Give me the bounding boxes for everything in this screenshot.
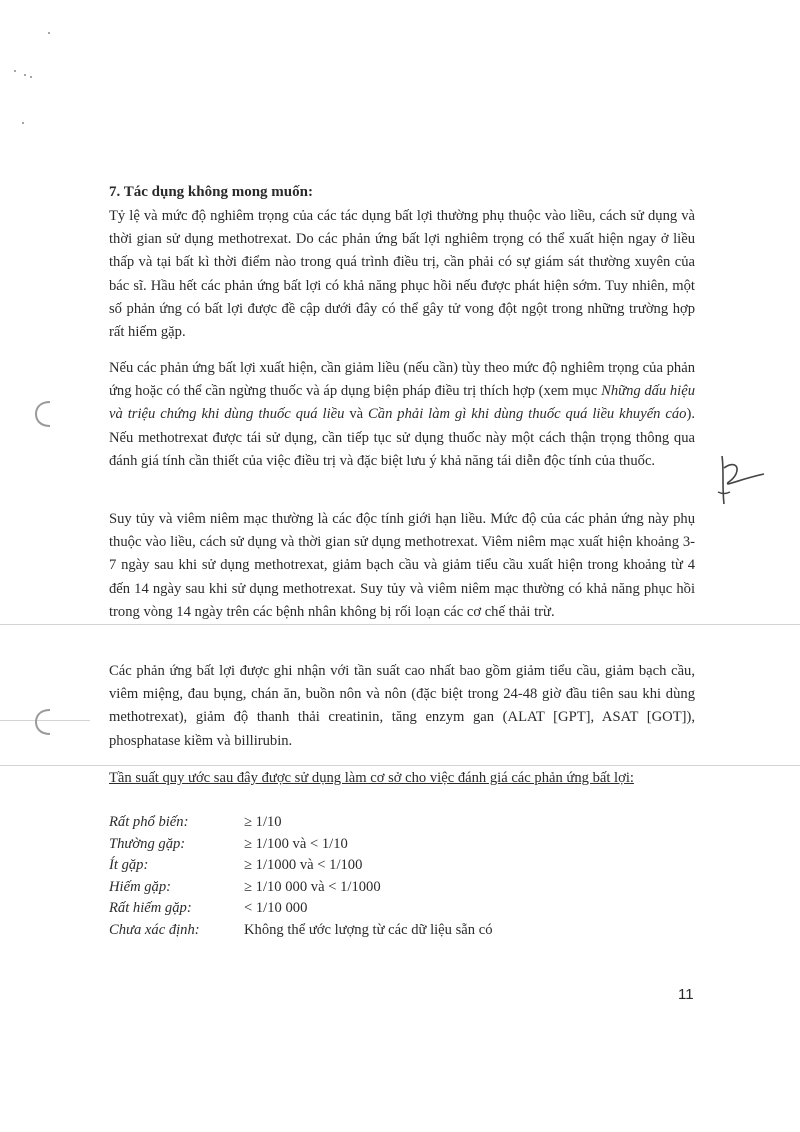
scan-speck xyxy=(22,122,24,124)
paragraph-myelosuppression: Suy tủy và viêm niêm mạc thường là các độc tính giới hạn liều. Mức độ của các phản ứng này phụ thuộc vào liều, cách sử dụng và thời gian sử dụng methotrexat. Viêm niêm mạc xuất hiện khoảng 3-7 ngày sau khi sử dụng methotrexat, giảm bạch cầu và giảm tiểu cầu xuất hiện trong khoảng từ 4 đến 14 ngày sau khi sử dụng methotrexat. Suy tủy và viêm niêm mạc thường có khả năng phục hồi trong vòng 14 ngày trên các bệnh nhân không bị rối loạn các cơ chế thải trừ. xyxy=(109,511,695,620)
scan-fold-line xyxy=(0,765,800,766)
frequency-table xyxy=(109,812,493,941)
frequency-value: ≥ 1/10 000 và < 1/1000 xyxy=(244,878,381,895)
punch-hole-icon xyxy=(32,706,56,738)
scan-speck xyxy=(48,32,50,34)
overdose-action-reference: Cần phải làm gì khi dùng thuốc quá liều khuyến cáo xyxy=(368,406,687,423)
frequency-term: Thường gặp: xyxy=(109,835,186,852)
punch-hole-icon xyxy=(32,398,56,430)
section-heading: 7. Tác dụng không mong muốn: xyxy=(109,184,313,200)
paragraph-text: ). Nếu methotrexat được tái sử dụng, cần tiếp tục sử dụng thuốc này một cách thận trọng thông qua đánh giá tính cần thiết của việc điều trị và đặc biệt lưu ý khả năng tái diễn độc tính của thuốc. xyxy=(109,406,695,469)
frequency-value: < 1/10 000 xyxy=(244,900,308,916)
page-number: 11 xyxy=(678,986,694,1003)
paragraph-common-reactions: Các phản ứng bất lợi được ghi nhận với tần suất cao nhất bao gồm giảm tiểu cầu, giảm bạch cầu, viêm miệng, đau bụng, chán ăn, buồn nôn và nôn (đặc biệt trong 24-48 giờ đầu tiên sau khi dùng methotrexat), giảm độ thanh thải creatinin, tăng enzym gan (ALAT [GPT], ASAT [GOT]), phosphatase kiềm và billirubin. xyxy=(109,663,695,749)
frequency-row xyxy=(109,920,493,942)
paragraph-text: và xyxy=(344,406,369,423)
paragraph-text: Nếu các phản ứng bất lợi xuất hiện, cần giảm liều (nếu cần) tùy theo mức độ nghiêm trọng của phản ứng hoặc có thể cần ngừng thuốc và áp dụng biện pháp điều trị thích hợp (xem mục xyxy=(109,360,695,400)
scan-fold-line xyxy=(0,624,800,625)
frequency-row xyxy=(109,834,493,856)
frequency-term: Ít gặp: xyxy=(109,857,149,873)
frequency-value: Không thể ước lượng từ các dữ liệu sẵn có xyxy=(244,921,493,938)
frequency-value: ≥ 1/1000 và < 1/100 xyxy=(244,857,363,873)
frequency-row xyxy=(109,877,493,899)
frequency-row xyxy=(109,812,493,834)
frequency-term: Chưa xác định: xyxy=(109,921,200,938)
frequency-row xyxy=(109,898,493,920)
frequency-intro: Tần suất quy ước sau đây được sử dụng làm cơ sở cho việc đánh giá các phản ứng bất lợi: xyxy=(109,770,634,786)
overdose-signs-reference: Những dấu hiệu và triệu chứng khi dùng thuốc quá liều xyxy=(109,383,695,423)
frequency-row xyxy=(109,855,493,877)
frequency-term: Rất phổ biến: xyxy=(109,814,189,830)
frequency-term: Hiếm gặp: xyxy=(109,878,172,895)
paragraph-dose-adjustment xyxy=(109,357,695,473)
frequency-value: ≥ 1/10 xyxy=(244,814,282,830)
scan-speck xyxy=(30,76,32,78)
frequency-term: Rất hiếm gặp: xyxy=(109,900,192,916)
paragraph-intro: Tỷ lệ và mức độ nghiêm trọng của các tác dụng bất lợi thường phụ thuộc vào liều, cách sử dụng và thời gian sử dụng methotrexat. Do các phản ứng bất lợi nghiêm trọng có thể xuất hiện ngay ở liều thấp và tại bất kì thời điểm nào trong quá trình điều trị, cần phải có sự giám sát thường xuyên của bác sĩ. Hầu hết các phản ứng bất lợi có khả năng phục hồi nếu được phát hiện sớm. Tuy nhiên, một số phản ứng có bất lợi được đề cập dưới đây có thể gây tử vong đột ngột trong những trường hợp rất hiếm gặp. xyxy=(109,208,695,341)
frequency-value: ≥ 1/100 và < 1/10 xyxy=(244,835,348,852)
scan-speck xyxy=(14,70,16,72)
scan-speck xyxy=(24,74,26,76)
signature-initials-icon xyxy=(712,452,772,512)
